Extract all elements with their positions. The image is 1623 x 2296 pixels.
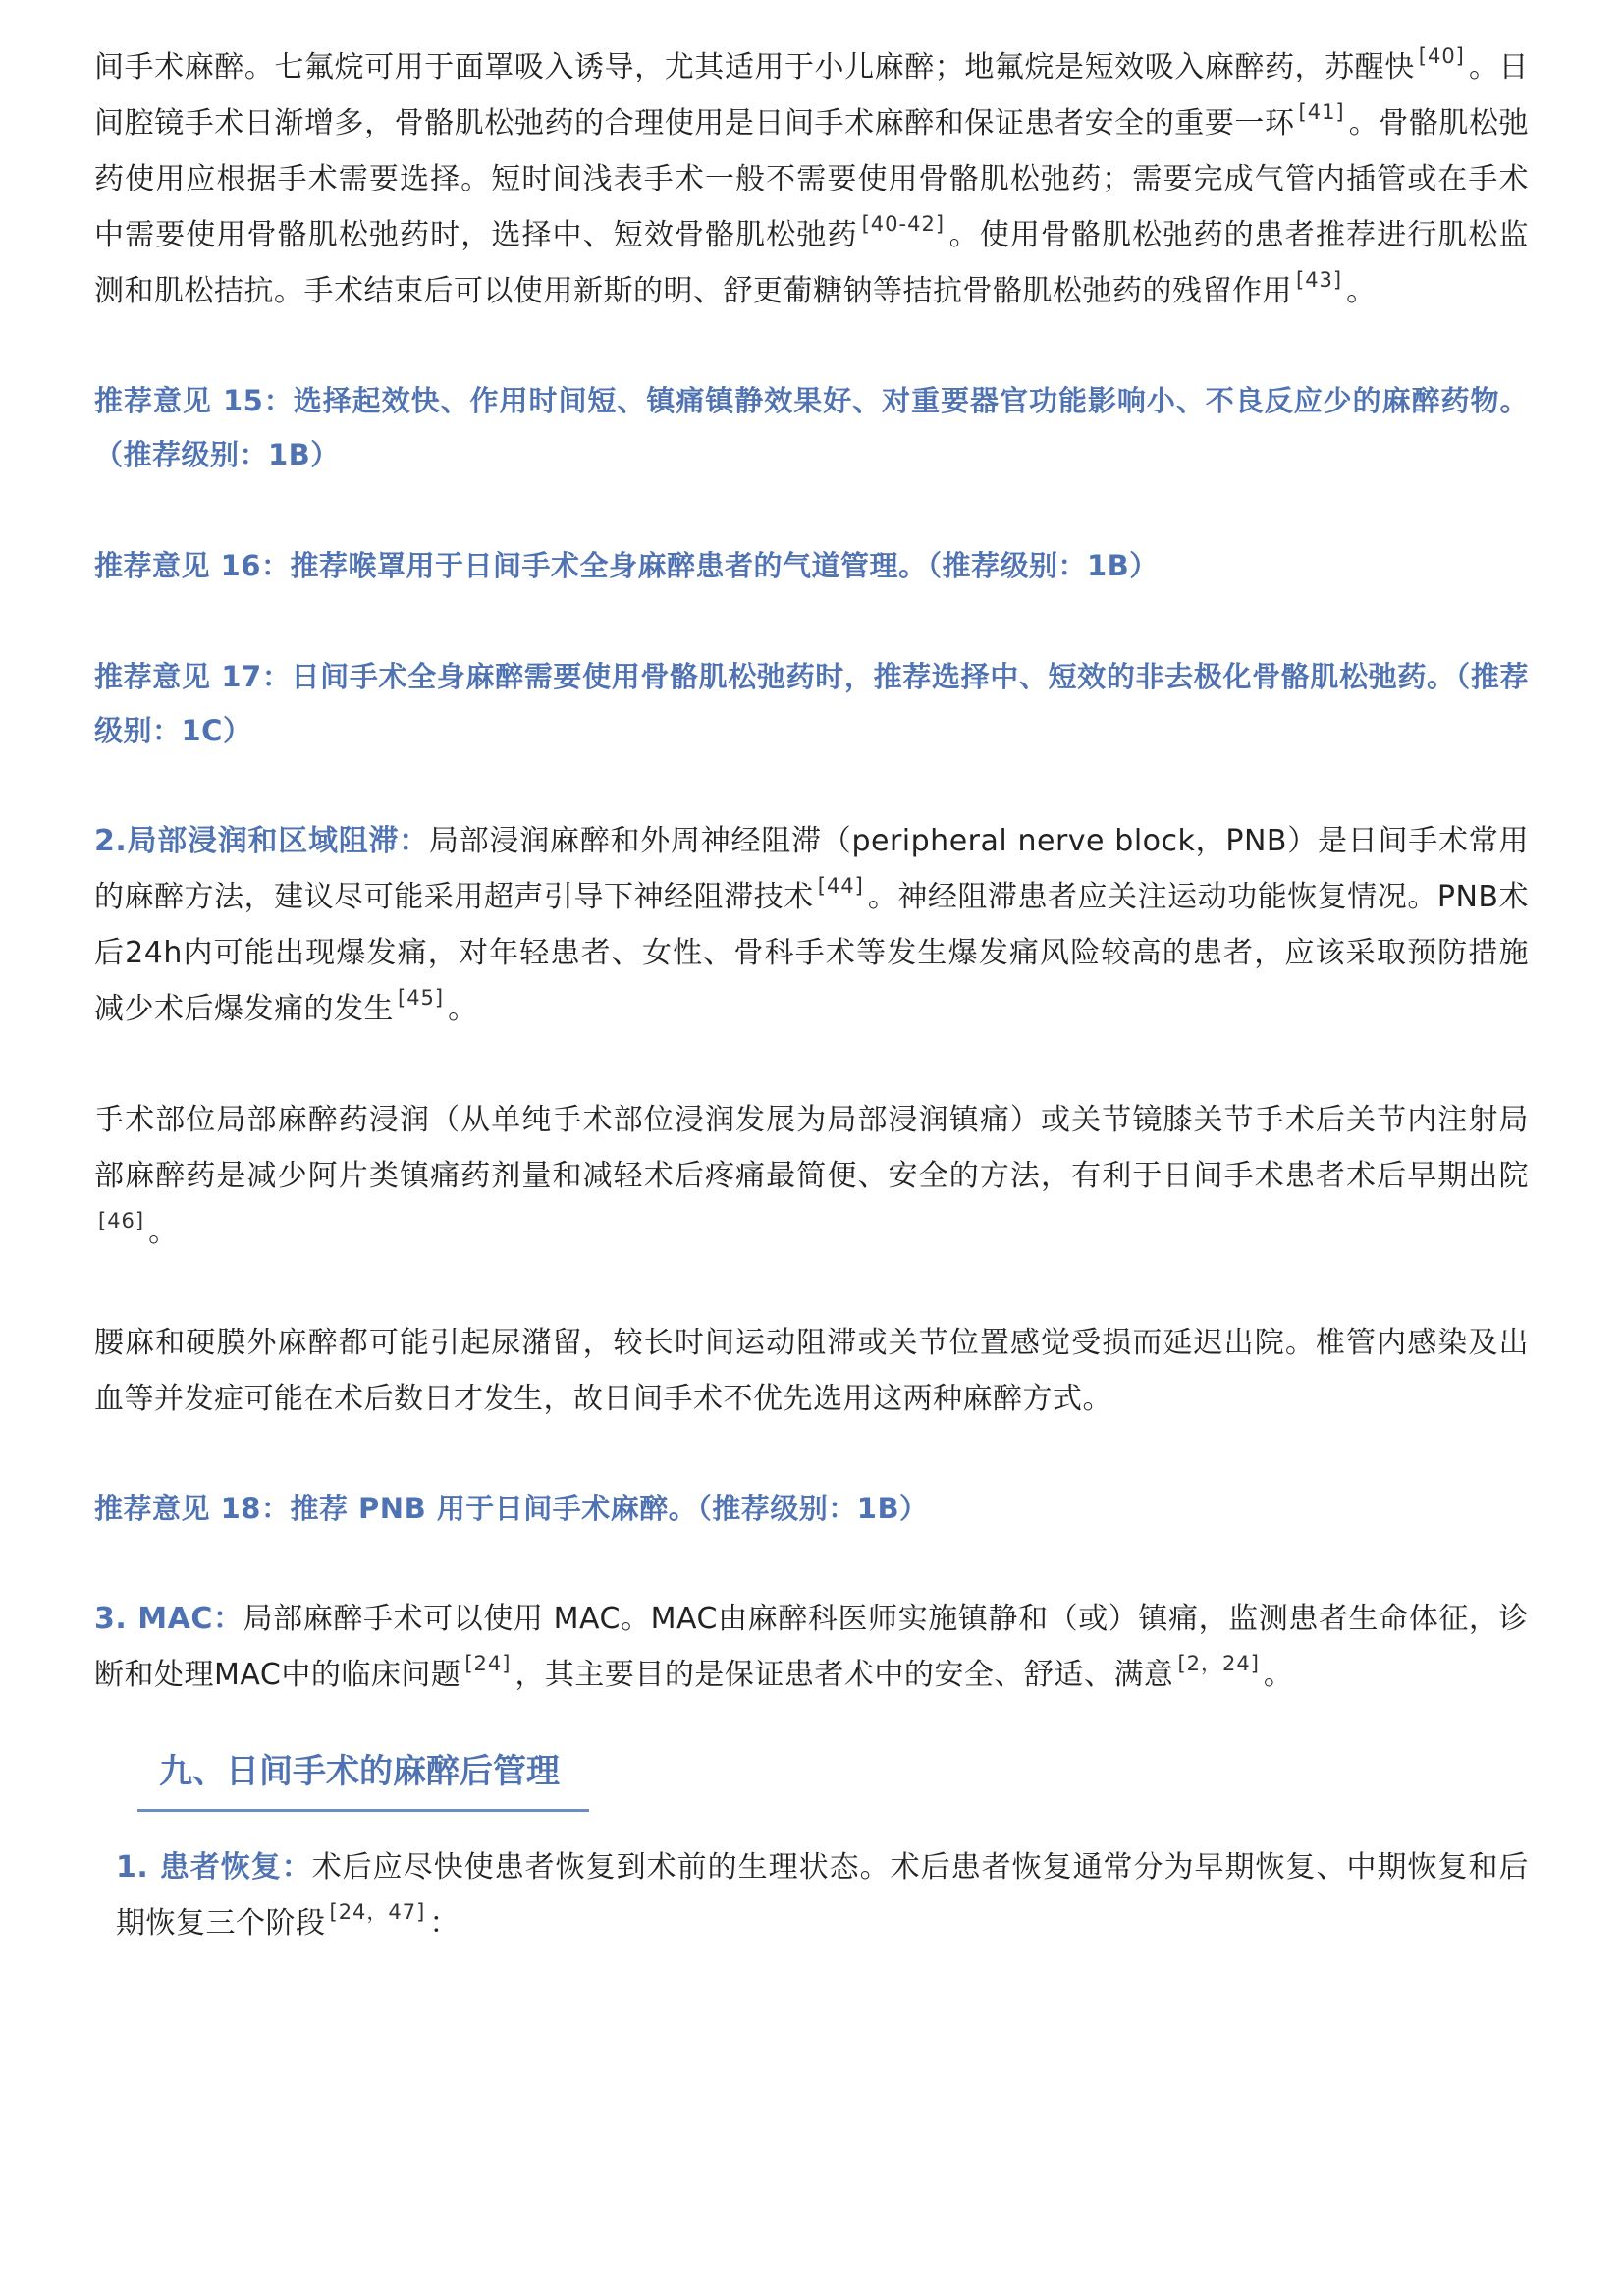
section-heading-9: 九、日间手术的麻醉后管理	[137, 1748, 589, 1812]
paragraph-text: 手术部位局部麻醉药浸润（从单纯手术部位浸润发展为局部浸润镇痛）或关节镜膝关节手术后关节内注射局部麻醉药是减少阿片类镇痛药剂量和减轻术后疼痛最简便、安全的方法，有利于日间手术患者术后早期出院	[94, 1103, 1529, 1193]
citation-ref[interactable]: [24]	[464, 1652, 512, 1675]
recommendation-17: 推荐意见 17：日间手术全身麻醉需要使用骨骼肌松弛药时，推荐选择中、短效的非去极化骨骼肌松弛药。（推荐级别：1C）	[94, 660, 1529, 747]
paragraph-local-infiltration	[94, 1092, 1529, 1260]
paragraph-text: 。	[1263, 1658, 1294, 1692]
recommendation-18: 推荐意见 18：推荐 PNB 用于日间手术麻醉。（推荐级别：1B）	[94, 1492, 929, 1525]
paragraph-lead: 2.局部浸润和区域阻滞：	[94, 824, 429, 858]
citation-ref[interactable]: [41]	[1298, 100, 1345, 124]
paragraph-text: 术后应尽快使患者恢复到术前的生理状态。术后患者恢复通常分为早期恢复、中期恢复和后期恢复三个阶段	[116, 1850, 1529, 1941]
paragraph-patient-recovery	[94, 1839, 1529, 1951]
citation-ref[interactable]: [24，47]	[329, 1900, 426, 1924]
paragraph-text: 。神经阻滞患者应关注运动功能恢复情况。PNB术后24h内可能出现爆发痛，对年轻患者、女性、骨科手术等发生爆发痛风险较高的患者，应该采取预防措施减少术后爆发痛的发生	[94, 880, 1530, 1026]
paragraph-text: 。日间腔镜手术日渐增多，骨骼肌松弛药的合理使用是日间手术麻醉和保证患者安全的重要一环	[94, 50, 1530, 140]
paragraph-spinal-epidural: 腰麻和硬膜外麻醉都可能引起尿潴留，较长时间运动阻滞或关节位置感觉受损而延迟出院。椎管内感染及出血等并发症可能在术后数日才发生，故日间手术不优先选用这两种麻醉方式。	[94, 1326, 1529, 1416]
paragraph-text: 。骨骼肌松弛药使用应根据手术需要选择。短时间浅表手术一般不需要使用骨骼肌松弛药；需要完成气管内插管或在手术中需要使用骨骼肌松弛药时，选择中、短效骨骼肌松弛药	[94, 106, 1530, 252]
paragraph-lead: 1. 患者恢复：	[116, 1850, 312, 1885]
citation-ref[interactable]: [43]	[1296, 268, 1343, 292]
paragraph-text: 。	[1346, 274, 1377, 308]
paragraph-text: 。	[148, 1215, 179, 1249]
paragraph-text: 。	[448, 992, 478, 1026]
citation-ref[interactable]: [44]	[817, 874, 864, 898]
paragraph-text: 。使用骨骼肌松弛药的患者推荐进行肌松监测和肌松拮抗。手术结束后可以使用新斯的明、舒更葡糖钠等拮抗骨骼肌松弛药的残留作用	[94, 218, 1530, 308]
paragraph-regional-block	[94, 813, 1529, 1037]
paragraph-lead: 3. MAC：	[94, 1602, 243, 1636]
recommendation-16: 推荐意见 16：推荐喉罩用于日间手术全身麻醉患者的气道管理。（推荐级别：1B）	[94, 549, 1159, 582]
paragraph-mac	[94, 1591, 1529, 1703]
paragraph-text: 局部浸润麻醉和外周神经阻滞（peripheral nerve block，PNB）是日间手术常用的麻醉方法，建议尽可能采用超声引导下神经阻滞技术	[94, 824, 1529, 914]
paragraph-text: ：	[429, 1906, 460, 1941]
citation-ref[interactable]: [40]	[1418, 44, 1465, 68]
citation-ref[interactable]: [45]	[398, 986, 445, 1010]
paragraph-text: 局部麻醉手术可以使用 MAC。MAC由麻醉科医师实施镇静和（或）镇痛，监测患者生命体征，诊断和处理MAC中的临床问题	[94, 1602, 1530, 1692]
paragraph-text: ，其主要目的是保证患者术中的安全、舒适、满意	[514, 1658, 1174, 1692]
citation-ref[interactable]: [46]	[98, 1209, 145, 1232]
citation-ref[interactable]: [40-42]	[861, 212, 946, 236]
recommendation-15: 推荐意见 15：选择起效快、作用时间短、镇痛镇静效果好、对重要器官功能影响小、不良反应少的麻醉药物。（推荐级别：1B）	[94, 384, 1529, 471]
paragraph-anesthetics	[94, 39, 1529, 319]
paragraph-text: 间手术麻醉。七氟烷可用于面罩吸入诱导，尤其适用于小儿麻醉；地氟烷是短效吸入麻醉药，苏醒快	[94, 50, 1415, 84]
citation-ref[interactable]: [2，24]	[1177, 1652, 1260, 1675]
